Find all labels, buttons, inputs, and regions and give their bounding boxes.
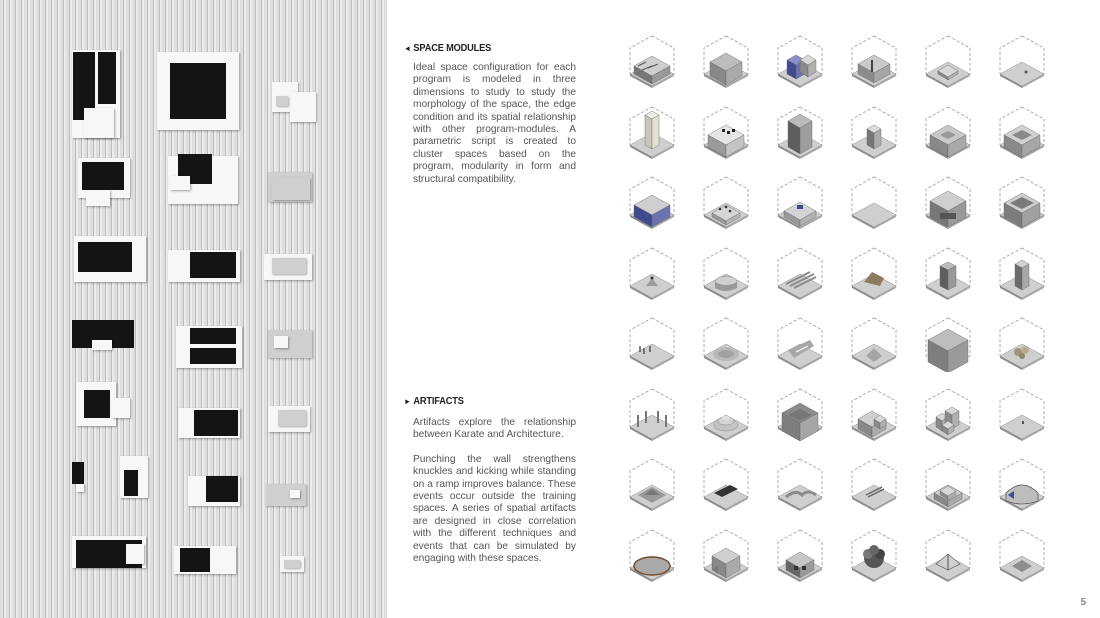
model-block bbox=[78, 242, 132, 272]
model-block bbox=[272, 178, 310, 200]
module-terrain bbox=[622, 30, 682, 90]
model-block bbox=[274, 336, 288, 348]
module-u-shape bbox=[918, 101, 978, 161]
module-bench bbox=[696, 453, 756, 513]
module-notch bbox=[844, 30, 904, 90]
module-drawing bbox=[844, 171, 904, 231]
module-drawing bbox=[992, 171, 1052, 231]
module-drawing bbox=[918, 242, 978, 302]
module-drawing bbox=[918, 453, 978, 513]
module-curved-wall bbox=[992, 242, 1052, 302]
module-pillars bbox=[622, 312, 682, 372]
module-dots-slab bbox=[696, 171, 756, 231]
module-drawing bbox=[696, 312, 756, 372]
module-drawing bbox=[918, 524, 978, 584]
module-drawing bbox=[770, 30, 830, 90]
module-open-box bbox=[992, 101, 1052, 161]
module-cluster bbox=[918, 383, 978, 443]
module-drawing bbox=[992, 242, 1052, 302]
module-flat-dot bbox=[992, 30, 1052, 90]
space-modules-section bbox=[404, 42, 576, 186]
module-drawing bbox=[696, 101, 756, 161]
module-drawing bbox=[918, 312, 978, 372]
module-drawing bbox=[770, 383, 830, 443]
module-ramp-lines bbox=[770, 242, 830, 302]
arrow-right-icon: ► bbox=[404, 396, 411, 406]
module-small-cube bbox=[844, 101, 904, 161]
module-drawing bbox=[622, 242, 682, 302]
module-drawing bbox=[992, 312, 1052, 372]
module-deep-box bbox=[770, 383, 830, 443]
module-pyramid bbox=[844, 312, 904, 372]
module-drawing bbox=[770, 101, 830, 161]
module-box-room bbox=[918, 171, 978, 231]
model-block bbox=[190, 328, 236, 344]
module-drawing bbox=[622, 30, 682, 90]
module-drawing bbox=[770, 524, 830, 584]
space-modules-heading bbox=[404, 42, 555, 54]
module-terraces bbox=[918, 453, 978, 513]
module-tiered-disc bbox=[696, 383, 756, 443]
module-drawing bbox=[918, 171, 978, 231]
module-grid bbox=[622, 30, 1066, 586]
module-drawing bbox=[770, 312, 830, 372]
module-sunken-room bbox=[992, 524, 1052, 584]
module-drawing bbox=[696, 171, 756, 231]
model-block bbox=[124, 470, 138, 496]
module-drawing bbox=[770, 242, 830, 302]
space-modules-text: Ideal space configuration for each program is modeled in three dimensions to study to study the morphology of the space, the edge condition and its spatial relationship with other program-modules. A parametric script is created to cluster spaces based on the program, modularity in form and structural compatibility. bbox=[413, 62, 576, 185]
model-block bbox=[84, 390, 110, 418]
module-drawing bbox=[992, 101, 1052, 161]
model-block bbox=[72, 462, 84, 484]
module-drawing bbox=[622, 524, 682, 584]
module-drawing bbox=[696, 383, 756, 443]
model-block bbox=[180, 548, 210, 572]
module-drawing bbox=[844, 383, 904, 443]
module-drawing bbox=[992, 30, 1052, 90]
module-drawing bbox=[622, 453, 682, 513]
module-blue-court bbox=[770, 171, 830, 231]
module-drawing bbox=[918, 30, 978, 90]
model-block bbox=[190, 252, 236, 278]
module-tower bbox=[622, 101, 682, 161]
model-block bbox=[84, 108, 114, 138]
module-blue-room bbox=[622, 171, 682, 231]
module-drawing bbox=[918, 101, 978, 161]
artifacts-text-2: Punching the wall strengthens knuckles and kicking while standing on a ramp improves balance. These events occur outside the training spaces. A series of spatial artifacts are designed in close correlation with the different techniques and events that can be simulated by engaging with these spaces. bbox=[413, 453, 576, 565]
module-drawing bbox=[918, 383, 978, 443]
module-blue-box bbox=[770, 30, 830, 90]
model-block bbox=[86, 190, 110, 206]
model-block bbox=[284, 560, 300, 568]
model-block bbox=[272, 258, 306, 274]
page-number: 5 bbox=[1080, 597, 1086, 608]
model-block bbox=[276, 96, 288, 106]
model-block bbox=[82, 162, 124, 190]
model-block bbox=[170, 176, 190, 190]
module-chair bbox=[696, 30, 756, 90]
module-double-box bbox=[770, 524, 830, 584]
module-big-cube bbox=[918, 312, 978, 372]
model-block bbox=[290, 92, 316, 122]
module-roof bbox=[918, 524, 978, 584]
artifacts-heading bbox=[404, 395, 555, 407]
module-drawing bbox=[622, 383, 682, 443]
artifacts-text-1: Artifacts explore the relationship between Karate and Architecture. bbox=[413, 417, 576, 441]
model-block bbox=[112, 398, 130, 418]
model-photo bbox=[0, 0, 387, 618]
model-block bbox=[92, 340, 112, 350]
module-flat-step bbox=[918, 30, 978, 90]
module-shell bbox=[992, 453, 1052, 513]
module-small-bits bbox=[992, 383, 1052, 443]
module-drawing bbox=[992, 383, 1052, 443]
model-block bbox=[76, 484, 84, 492]
module-drawing bbox=[696, 30, 756, 90]
space-modules-title: SPACE MODULES bbox=[413, 42, 492, 54]
module-drawing bbox=[622, 171, 682, 231]
module-disc bbox=[622, 524, 682, 584]
module-drawing bbox=[844, 101, 904, 161]
module-drawing bbox=[992, 453, 1052, 513]
model-block bbox=[190, 348, 236, 364]
model-block bbox=[290, 490, 300, 498]
model-block bbox=[98, 52, 116, 104]
module-drawing bbox=[844, 453, 904, 513]
model-block bbox=[170, 63, 226, 119]
model-block bbox=[266, 484, 306, 506]
model-block bbox=[126, 544, 144, 564]
module-drawing bbox=[770, 453, 830, 513]
artifacts-title: ARTIFACTS bbox=[413, 395, 464, 407]
module-tall-block bbox=[918, 242, 978, 302]
module-drawing bbox=[844, 30, 904, 90]
module-drum bbox=[696, 242, 756, 302]
module-drawing bbox=[696, 242, 756, 302]
module-flat-plane bbox=[844, 171, 904, 231]
model-block bbox=[278, 410, 306, 426]
module-trench bbox=[770, 312, 830, 372]
module-open-box-2 bbox=[992, 171, 1052, 231]
module-drawing bbox=[622, 101, 682, 161]
module-pit bbox=[622, 453, 682, 513]
arrow-left-icon: ◄ bbox=[404, 43, 411, 53]
module-rocks bbox=[992, 312, 1052, 372]
module-drawing bbox=[844, 312, 904, 372]
artifacts-section bbox=[404, 395, 576, 565]
module-stepped-box bbox=[844, 383, 904, 443]
module-stair-block bbox=[696, 524, 756, 584]
module-drawing bbox=[696, 453, 756, 513]
module-four-posts bbox=[622, 383, 682, 443]
module-cone bbox=[622, 242, 682, 302]
model-block bbox=[206, 476, 238, 502]
module-slope-lines bbox=[844, 453, 904, 513]
module-drawing bbox=[622, 312, 682, 372]
module-folded-wall bbox=[770, 101, 830, 161]
module-rubble bbox=[844, 242, 904, 302]
module-drawing bbox=[770, 171, 830, 231]
module-drawing bbox=[844, 242, 904, 302]
model-block bbox=[194, 410, 238, 436]
module-tree bbox=[844, 524, 904, 584]
module-holes-block bbox=[696, 101, 756, 161]
module-bowl bbox=[696, 312, 756, 372]
module-drawing bbox=[696, 524, 756, 584]
module-wave bbox=[770, 453, 830, 513]
module-drawing bbox=[844, 524, 904, 584]
module-drawing bbox=[992, 524, 1052, 584]
